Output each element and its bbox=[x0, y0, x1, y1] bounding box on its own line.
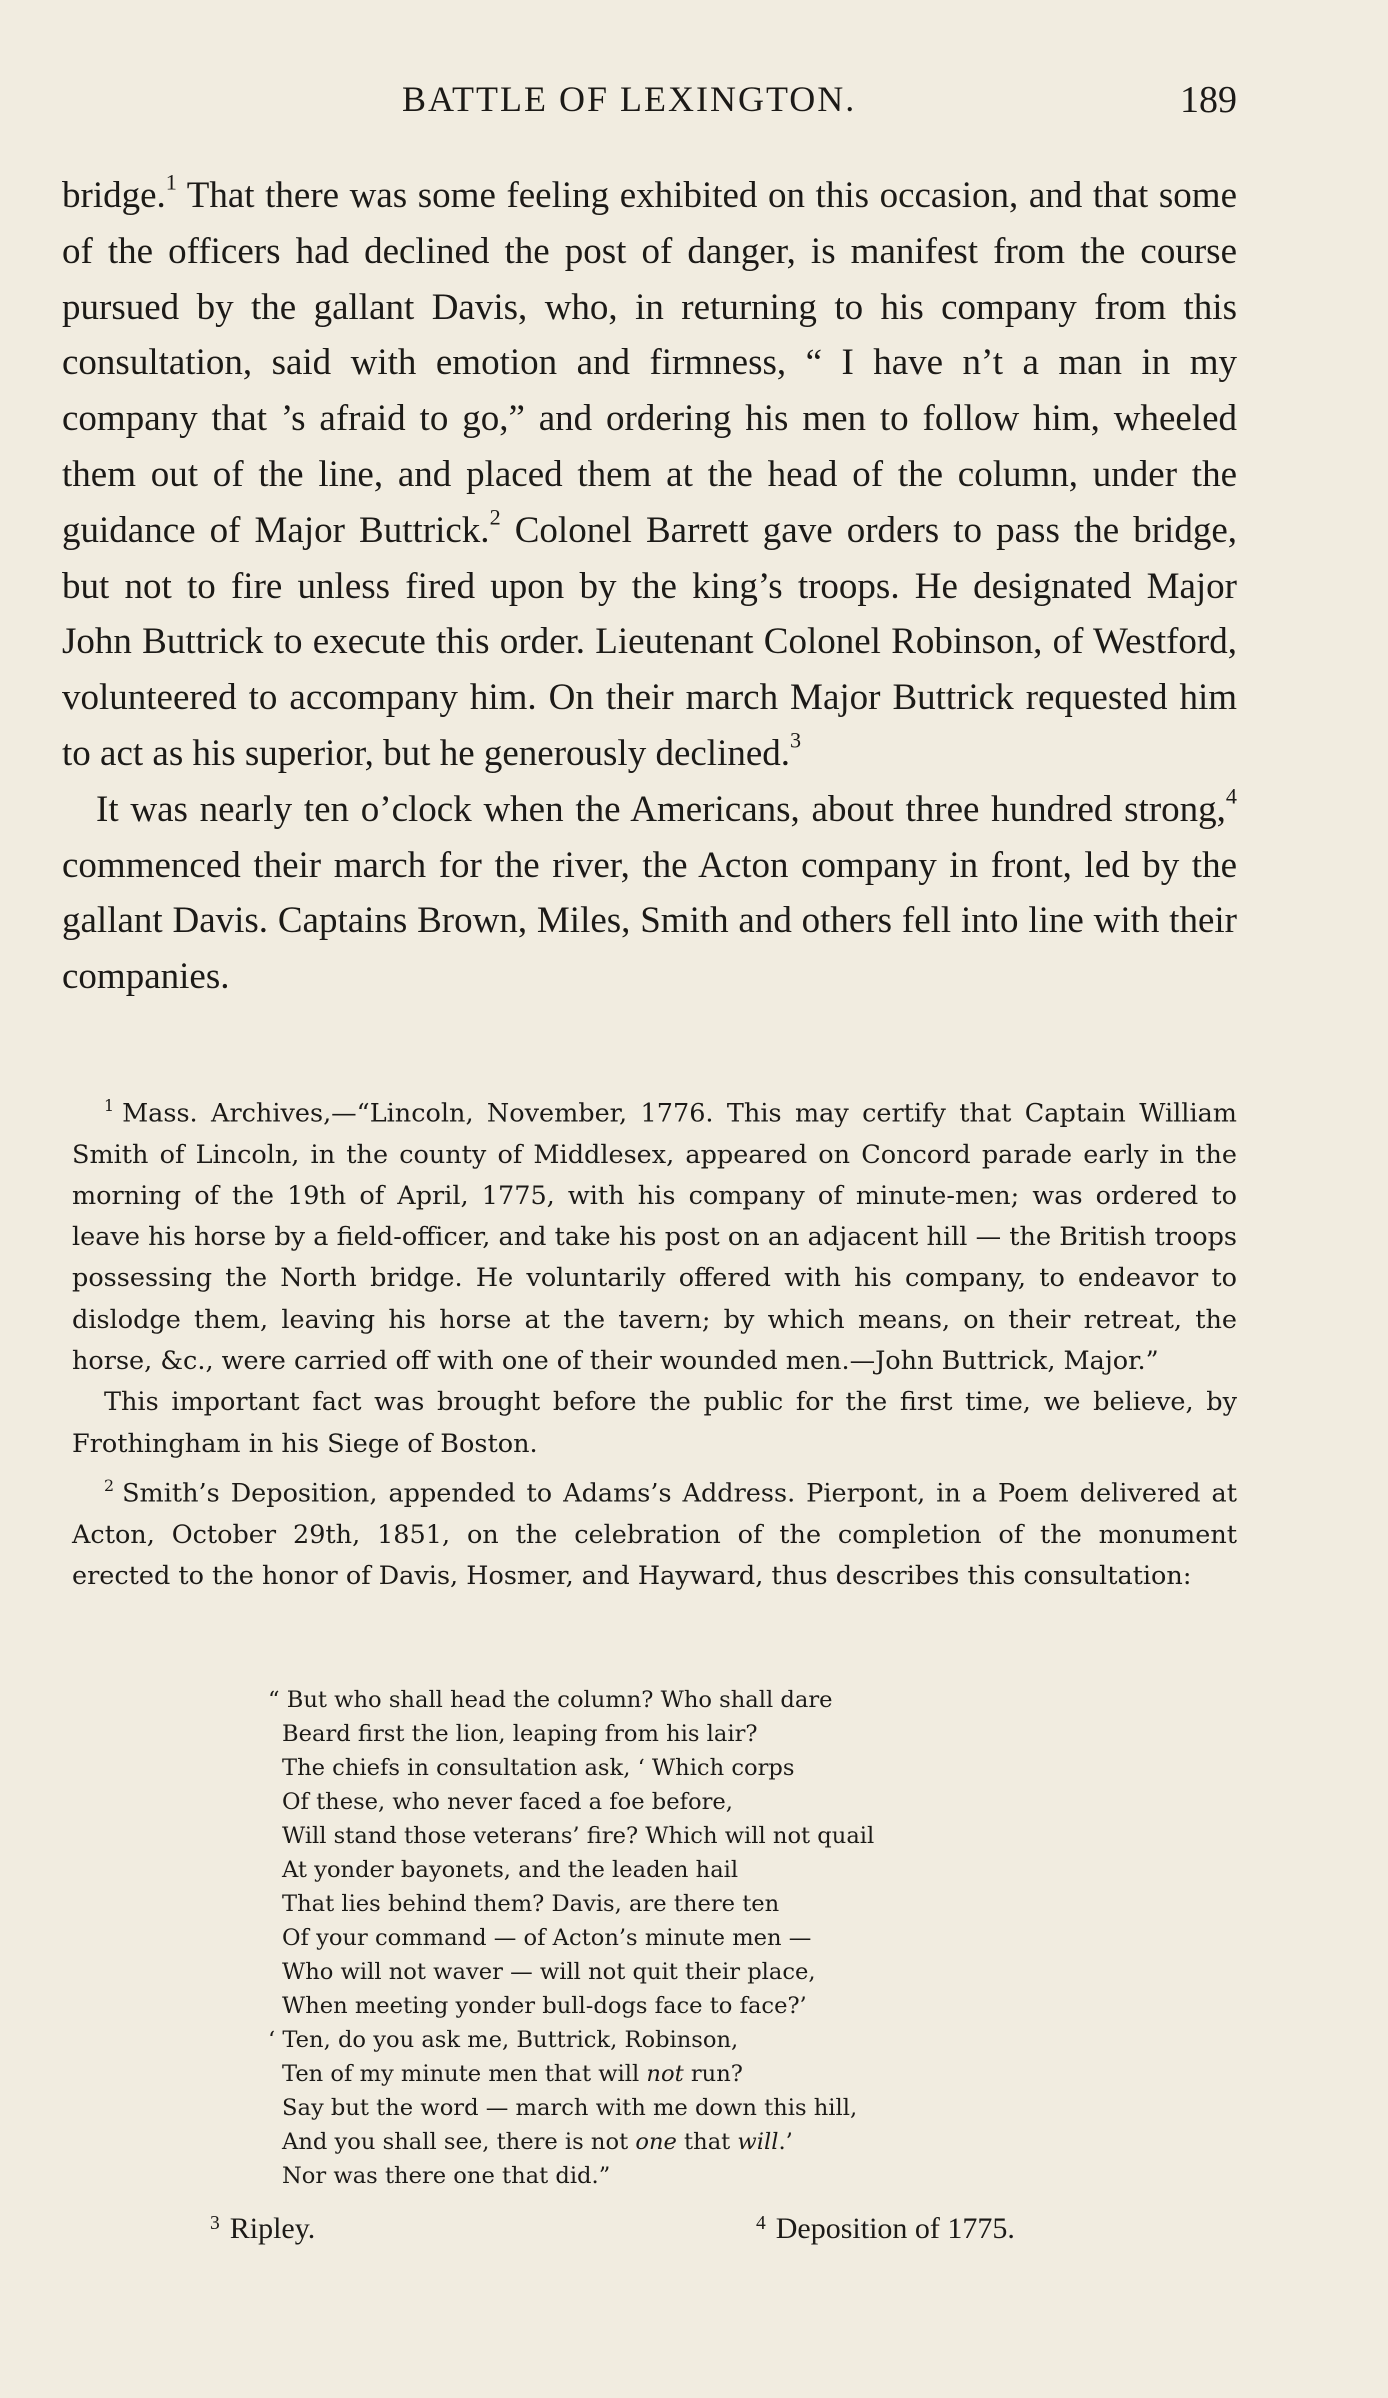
footnote-text: Smith’s Deposition, appended to Adams’s Address. Pierpont, in a Poem delivered at Acton, October 29th, 1851, on the celebration of the completion of the monument erected to the honor of Davis, Hosmer, and Hayward, thus describes this consultation: bbox=[72, 1478, 1237, 1591]
bottom-footnotes bbox=[210, 2212, 1110, 2256]
footnote-ref-2: 2 bbox=[489, 504, 501, 530]
text-run: commenced their march for the river, the Acton company in front, led by the gallant Davis. Captains Brown, Miles, Smith and others fell into line with their companies. bbox=[62, 844, 1237, 998]
page-header bbox=[62, 78, 1237, 134]
footnote-ref-4: 4 bbox=[1225, 783, 1237, 809]
poem-line: Beard first the lion, leaping from his lair? bbox=[282, 1721, 758, 1747]
text-run: Colonel Barrett gave orders to pass the bridge, but not to fire unless fired upon by the king’s troops. He designated Major John Buttrick to execute this order. Lieutenant Colonel Robinson, of Westford, volunteered to accompany him. On their march Major Buttrick requested him to act as his superior, but he generously declined. bbox=[62, 509, 1237, 774]
poem-text: that bbox=[676, 2129, 738, 2155]
page-number: 189 bbox=[1180, 79, 1237, 121]
poem-emphasis: not bbox=[646, 2061, 684, 2087]
poem-line: Say but the word — march with me down this hill, bbox=[282, 2095, 858, 2121]
footnote-4 bbox=[756, 2212, 1015, 2246]
footnote-1-continuation: This important fact was brought before the public for the first time, we believe, by Frothingham in his Siege of Boston. bbox=[72, 1387, 1237, 1459]
poem-line: Who will not waver — will not quit their place, bbox=[282, 1959, 816, 1985]
poem-line: That lies behind them? Davis, are there ten bbox=[282, 1891, 780, 1917]
poem-line: Will stand those veterans’ fire? Which will not quail bbox=[282, 1823, 875, 1849]
footnote-2 bbox=[72, 1465, 1237, 1597]
poem-text: And you shall see, there is not bbox=[282, 2129, 636, 2155]
poem-line: When meeting yonder bull-dogs face to face?’ bbox=[282, 1993, 807, 2019]
footnote-1 bbox=[72, 1085, 1237, 1382]
poem-emphasis: will bbox=[737, 2129, 779, 2155]
poem-emphasis: one bbox=[635, 2129, 677, 2155]
footnotes bbox=[72, 1085, 1237, 1597]
poem-line: Of your command — of Acton’s minute men — bbox=[282, 1925, 812, 1951]
poem-line bbox=[268, 2057, 1108, 2091]
footnote-text: Deposition of 1775. bbox=[775, 2212, 1015, 2245]
poem-line bbox=[268, 2125, 1108, 2159]
footnote-3 bbox=[210, 2212, 315, 2246]
footnote-marker: 4 bbox=[756, 2213, 766, 2235]
footnote-marker: 2 bbox=[104, 1475, 115, 1495]
poem-line: At yonder bayonets, and the leaden hail bbox=[282, 1857, 739, 1883]
poem-quotation bbox=[268, 1683, 1108, 2193]
poem-text: Ten of my minute men that will bbox=[282, 2061, 647, 2087]
poem-line: The chiefs in consultation ask, ‘ Which corps bbox=[282, 1755, 795, 1781]
text-run: bridge. bbox=[62, 175, 166, 216]
poem-text: .’ bbox=[778, 2129, 793, 2155]
text-run: That there was some feeling exhibited on this occasion, and that some of the officers had declined the post of danger, is manifest from the course pursued by the gallant Davis, who, in returning to his company from this consultation, said with emotion and firmness, “ I have n’t a man in my company that ’s afraid to go,” and ordering his men to follow him, wheeled them out of the line, and placed them at the head of the column, under the guidance of Major Buttrick. bbox=[62, 175, 1237, 551]
text-run: It was nearly ten o’clock when the Americans, about three hundred strong, bbox=[96, 788, 1226, 830]
footnote-marker: 3 bbox=[210, 2213, 220, 2235]
footnote-marker: 1 bbox=[104, 1096, 115, 1115]
footnote-text: Ripley. bbox=[229, 2212, 316, 2245]
main-text bbox=[62, 168, 1237, 1005]
poem-line: Nor was there one that did.” bbox=[282, 2163, 611, 2189]
footnote-ref-1: 1 bbox=[165, 169, 177, 195]
footnote-text: Mass. Archives,—“Lincoln, November, 1776. This may certify that Captain William Smith of Lincoln, in the county of Middlesex, appeared on Concord parade early in the morning of the 19th of April, 1775, with his company of minute-men; was ordered to leave his horse by a field-officer, and take his post on an adjacent hill — the British troops possessing the North bridge. He voluntarily offered with his company, to endeavor to dislodge them, leaving his horse at the tavern; by which means, on their retreat, the horse, &c., were carried off with one of their wounded men.—John Buttrick, Major.” bbox=[72, 1098, 1237, 1377]
footnote-ref-3: 3 bbox=[790, 727, 802, 753]
poem-line: Of these, who never faced a foe before, bbox=[282, 1789, 733, 1815]
poem-line: “ But who shall head the column? Who shall dare bbox=[268, 1687, 833, 1713]
running-title: BATTLE OF LEXINGTON. bbox=[402, 79, 857, 119]
paragraph-2 bbox=[62, 782, 1237, 1005]
poem-line: ‘ Ten, do you ask me, Buttrick, Robinson, bbox=[268, 2027, 739, 2053]
poem-text: run? bbox=[683, 2061, 743, 2087]
paragraph-1 bbox=[62, 168, 1237, 782]
